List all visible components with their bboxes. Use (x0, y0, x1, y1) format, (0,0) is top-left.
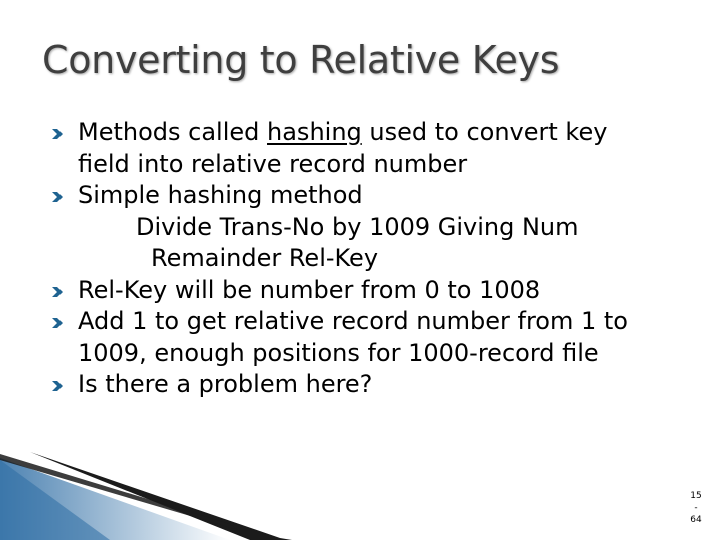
page-number-page: 64 (690, 515, 702, 525)
bullet-text: Add 1 to get relative record number from 1 to (78, 307, 628, 335)
bullet-item-3 (52, 275, 702, 307)
bullet-text: Is there a problem here? (78, 370, 373, 398)
arrow-bullet-icon (52, 129, 67, 139)
slide-content (52, 117, 702, 401)
arrow-bullet-icon (52, 287, 67, 297)
bullet-item-2 (52, 180, 702, 212)
code-line-1: Divide Trans-No by 1009 Giving Num (136, 212, 579, 241)
page-number-separator: - (694, 503, 698, 513)
bullet-text: Simple hashing method (78, 181, 363, 209)
bullet-item-1 (52, 117, 702, 149)
slide-title: Converting to Relative Keys (42, 38, 560, 82)
decorative-swoosh (0, 440, 400, 540)
arrow-bullet-icon (52, 381, 67, 391)
arrow-bullet-icon (52, 318, 67, 328)
page-number-chapter: 15 (690, 491, 702, 501)
bullet-text: Methods called (78, 118, 268, 146)
underlined-term: hashing (267, 118, 362, 146)
code-line-2: Remainder Rel-Key (151, 244, 379, 272)
bullet-item-5 (52, 369, 702, 401)
page-number (683, 490, 709, 526)
bullet-item-4 (52, 306, 702, 338)
arrow-bullet-icon (52, 192, 67, 202)
bullet-text: used to convert key (361, 118, 608, 146)
bullet-text: Rel-Key will be number from 0 to 1008 (78, 275, 541, 304)
bullet-continuation: field into relative record number (78, 149, 468, 178)
bullet-continuation: 1009, enough positions for 1000-record file (78, 338, 599, 367)
